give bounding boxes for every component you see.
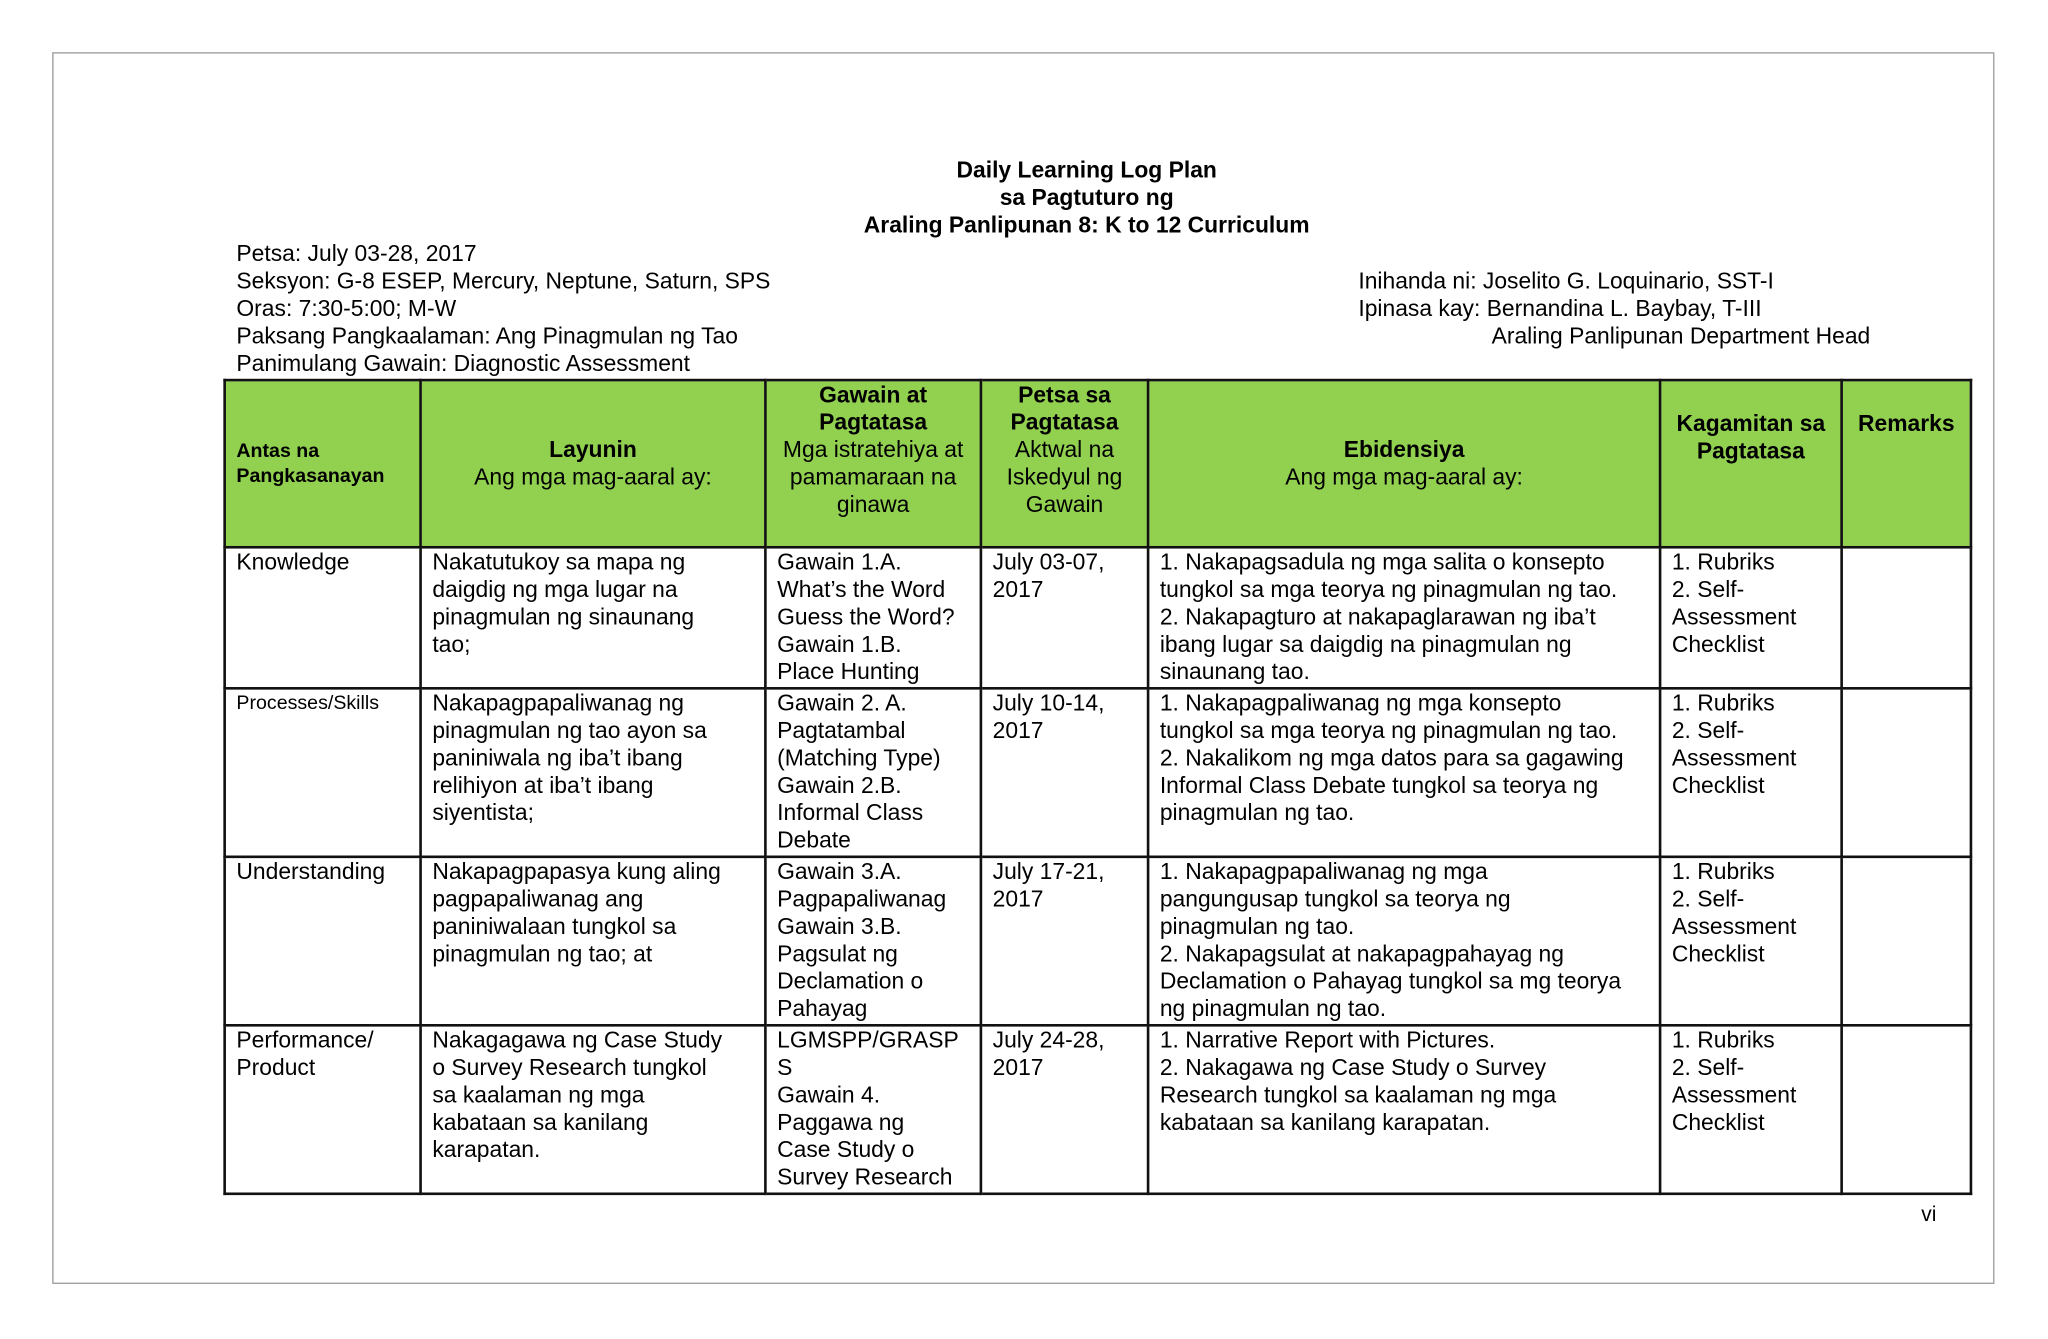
info-inihanda: Inihanda ni: Joselito G. Loquinario, SST-I	[1358, 267, 1774, 294]
cell-kagamitan: 1. Rubriks 2. Self- Assessment Checklist	[1660, 1025, 1842, 1193]
cell-layunin: Nakapagpapaliwanag ng pinagmulan ng tao ayon sa paniniwala ng iba’t ibang relihiyon at iba’t ibang siyentista;	[421, 688, 766, 856]
info-department: Araling Panlipunan Department Head	[1491, 322, 1871, 349]
cell-layunin: Nakatutukoy sa mapa ng daigdig ng mga lugar na pinagmulan ng sinaunang tao;	[421, 547, 766, 688]
header-kagamitan-title: Kagamitan sa Pagtatasa	[1676, 410, 1826, 464]
cell-kagamitan: 1. Rubriks 2. Self- Assessment Checklist	[1660, 857, 1842, 1025]
cell-ebidensiya: 1. Nakapagpaliwanag ng mga konsepto tungkol sa mga teorya ng pinagmulan ng tao. 2. Nakalikom ng mga datos para sa gagawing Informal Class Debate tungkol sa teorya ng pinagmulan ng tao.	[1148, 688, 1660, 856]
table-row	[225, 857, 1971, 1025]
table-row	[225, 547, 1971, 688]
cell-antas: Processes/Skills	[225, 688, 421, 856]
info-paksa: Paksang Pangkaalaman: Ang Pinagmulan ng Tao	[236, 322, 738, 349]
cell-remarks	[1842, 857, 1971, 1025]
cell-kagamitan: 1. Rubriks 2. Self- Assessment Checklist	[1660, 688, 1842, 856]
cell-kagamitan: 1. Rubriks 2. Self- Assessment Checklist	[1660, 547, 1842, 688]
info-petsa: Petsa: July 03-28, 2017	[236, 240, 477, 267]
header-layunin	[421, 380, 766, 547]
header-layunin-title: Layunin	[549, 436, 637, 463]
header-remarks-title: Remarks	[1857, 410, 1955, 437]
header-ebidensiya-title: Ebidensiya	[1343, 436, 1465, 463]
title-line-3: Araling Panlipunan 8: K to 12 Curriculum	[863, 211, 1310, 238]
cell-antas: Understanding	[225, 857, 421, 1025]
header-gawain	[765, 380, 981, 547]
table-row	[225, 688, 1971, 856]
header-petsa	[981, 380, 1148, 547]
cell-petsa: July 24-28, 2017	[981, 1025, 1148, 1193]
cell-antas: Knowledge	[225, 547, 421, 688]
cell-gawain: Gawain 3.A. Pagpapaliwanag Gawain 3.B. Pagsulat ng Declamation o Pahayag	[765, 857, 981, 1025]
cell-remarks	[1842, 1025, 1971, 1193]
header-ebidensiya	[1148, 380, 1660, 547]
info-oras: Oras: 7:30-5:00; M-W	[236, 295, 457, 322]
header-petsa-title: Petsa sa Pagtatasa	[1010, 381, 1119, 435]
header-kagamitan	[1660, 380, 1842, 547]
cell-petsa: July 03-07, 2017	[981, 547, 1148, 688]
info-panimula: Panimulang Gawain: Diagnostic Assessment	[236, 350, 690, 377]
cell-layunin: Nakapagpapasya kung aling pagpapaliwanag ang paniniwalaan tungkol sa pinagmulan ng tao; at	[421, 857, 766, 1025]
header-remarks	[1842, 380, 1971, 547]
info-ipinasa: Ipinasa kay: Bernandina L. Baybay, T-III	[1358, 295, 1762, 322]
header-antas: Antas na Pangkasanayan	[225, 380, 421, 547]
header-gawain-title: Gawain at Pagtatasa	[819, 381, 928, 435]
header-gawain-sub: Mga istratehiya at pamamaraan na ginawa	[782, 436, 964, 518]
header-ebidensiya-sub: Ang mga mag-aaral ay:	[1285, 463, 1523, 490]
learning-log-table	[223, 379, 1972, 1195]
info-seksyon: Seksyon: G-8 ESEP, Mercury, Neptune, Saturn, SPS	[236, 267, 771, 294]
cell-gawain: Gawain 1.A. What’s the Word Guess the Word? Gawain 1.B. Place Hunting	[765, 547, 981, 688]
table-header-row	[225, 380, 1971, 547]
header-petsa-sub: Aktwal na Iskedyul ng Gawain	[1006, 436, 1123, 518]
page-number: vi	[1921, 1204, 1937, 1227]
cell-ebidensiya: 1. Narrative Report with Pictures. 2. Nakagawa ng Case Study o Survey Research tungkol sa kaalaman ng mga kabataan sa kanilang karapatan.	[1148, 1025, 1660, 1193]
cell-layunin: Nakagagawa ng Case Study o Survey Research tungkol sa kaalaman ng mga kabataan sa kanilang karapatan.	[421, 1025, 766, 1193]
header-layunin-sub: Ang mga mag-aaral ay:	[474, 463, 712, 490]
cell-ebidensiya: 1. Nakapagsadula ng mga salita o konsepto tungkol sa mga teorya ng pinagmulan ng tao. 2. Nakapagturo at nakapaglarawan ng iba’t ibang lugar sa daigdig na pinagmulan ng sinaunang tao.	[1148, 547, 1660, 688]
cell-remarks	[1842, 547, 1971, 688]
table-row	[225, 1025, 1971, 1193]
cell-petsa: July 10-14, 2017	[981, 688, 1148, 856]
cell-petsa: July 17-21, 2017	[981, 857, 1148, 1025]
cell-antas: Performance/ Product	[225, 1025, 421, 1193]
title-line-1: Daily Learning Log Plan	[956, 156, 1217, 183]
cell-gawain: LGMSPP/GRASP S Gawain 4. Paggawa ng Case Study o Survey Research	[765, 1025, 981, 1193]
cell-ebidensiya: 1. Nakapagpapaliwanag ng mga pangungusap tungkol sa teorya ng pinagmulan ng tao. 2. Nakapagsulat at nakapagpahayag ng Declamation o Pahayag tungkol sa mg teorya ng pinagmulan ng tao.	[1148, 857, 1660, 1025]
cell-gawain: Gawain 2. A. Pagtatambal (Matching Type) Gawain 2.B. Informal Class Debate	[765, 688, 981, 856]
title-line-2: sa Pagtuturo ng	[999, 184, 1174, 211]
cell-remarks	[1842, 688, 1971, 856]
